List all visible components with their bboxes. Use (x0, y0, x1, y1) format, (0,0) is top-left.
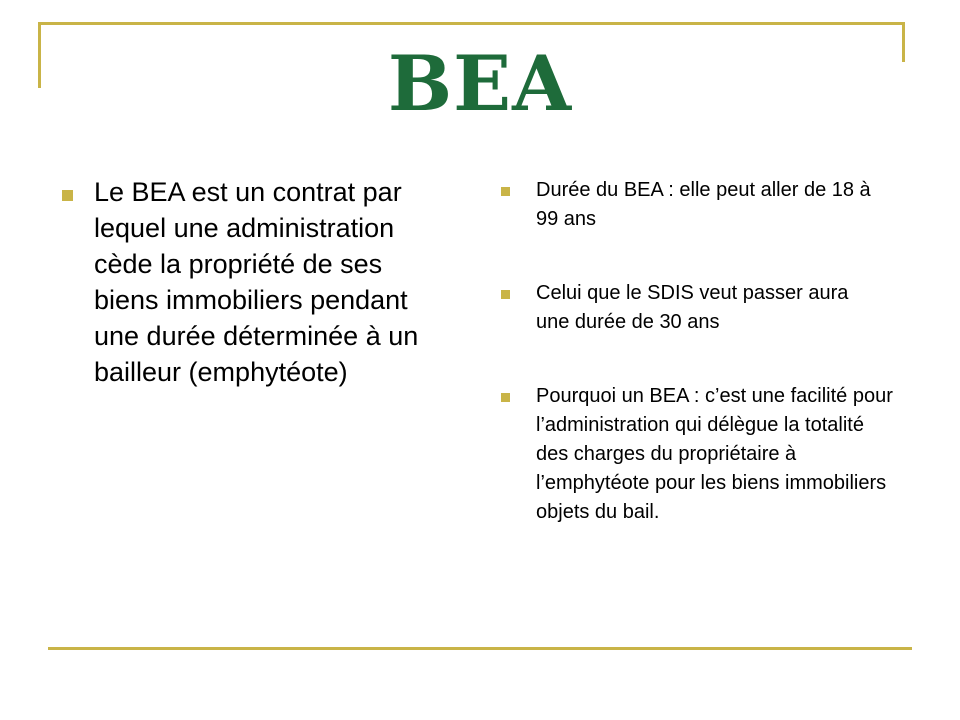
square-bullet-icon (501, 290, 510, 299)
decorative-bottom-line (48, 647, 912, 650)
left-column (58, 174, 438, 390)
bullet-text: Celui que le SDIS veut passer aura une durée de 30 ans (536, 282, 849, 333)
decorative-top-line (40, 22, 904, 25)
bullet-item (496, 279, 866, 337)
bullet-text: Pourquoi un BEA : c’est une facilité pour l’administration qui délègue la totalité des charges du propriétaire à l’emphytéote pour les biens immobiliers objets du bail. (536, 385, 893, 523)
square-bullet-icon (62, 190, 73, 201)
bullet-item (58, 174, 438, 390)
square-bullet-icon (501, 187, 510, 196)
right-column (496, 176, 896, 527)
bullet-item (496, 382, 896, 527)
square-bullet-icon (501, 393, 510, 402)
slide-title: BEA (387, 39, 573, 128)
bullet-text: Le BEA est un contrat par lequel une administration cède la propriété de ses biens immobiliers pendant une durée déterminée à un bailleur (emphytéote) (94, 177, 419, 387)
bullet-item (496, 176, 896, 234)
bullet-text: Durée du BEA : elle peut aller de 18 à 99 ans (536, 179, 871, 230)
